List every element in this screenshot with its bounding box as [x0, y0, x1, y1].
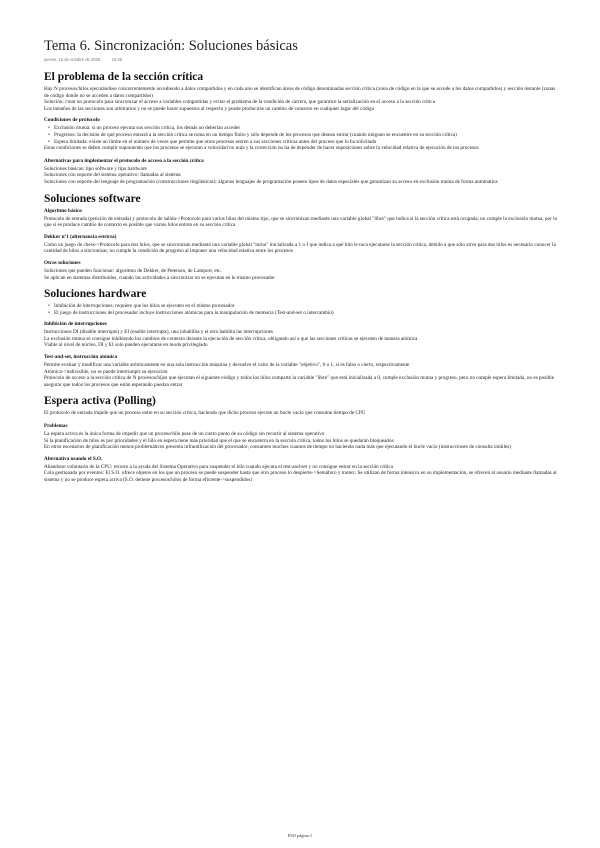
paragraph: Protocolo de acceso a la sección crítica de N procesos/hijos que ejecutan el siguiente código y todos los hilos comparte la variable "libre" que está inicializada a 0, cumple exclusión mutua y progreso, pero no cumple espera limitada, no es posible asegurar que todos los procesos que están esperando puedan entrar	[44, 375, 554, 388]
subheading-problems: Problemas	[44, 423, 68, 430]
paragraph: La exclusión mutua se consigue inhibiendo los cambios de contexto durante la ejecución de sección crítica, obligando así a que las secciones críticas se ejecuten de manera atómica	[44, 335, 418, 342]
paragraph: Los tamaños de las secciones son arbitrarios y no se puede hacer supuestos al respecto y puede producirse un cambio de contexto en cualquier lugar del código	[44, 105, 375, 112]
conditions-list	[44, 125, 560, 145]
paragraph: El protocolo de entrada impide que un proceso entre en su sección crítica, haciendo que dicho proceso ejecute un bucle vacío que consume tiempo de CPU	[44, 410, 366, 417]
list-item: • Progresos: la decisión de qué proceso entrará a la sección crítica se toma en un tiempo finito y sólo depende de los procesos que desean entrar (cuando ninguno se encuentre en su sección crítica)	[54, 132, 560, 139]
page-time: 10:45	[111, 57, 122, 62]
paragraph: Soluciones con soporte del lenguaje de programación (construcciones lingüísticas): algunos lenguajes de programación poseen tipos de datos especiales que garantizan su acceso en exclusión mutua de forma automática	[44, 178, 498, 185]
paragraph: En otros escenarios de planificación menos problemáticos presenta infrautilización del procesador, consumen muchos cuantos de tiempo no haciendo nada más que ejecutando el bucle vacío (instrucciones de consulta inútiles)	[44, 444, 511, 451]
paragraph: Soluciones que pueden funcionar: algoritmo de Dekker, de Peterson, de Lamport, etc.	[44, 267, 222, 274]
subheading-alternatives: Alternativas para implementar el protocolo de acceso a la sección crítica	[44, 157, 204, 164]
paragraph: Como un juego de chess->Protocolo para dos hilos, que se sincronizan mediante una variable global "turno" inicializada a 1 o J que indica a qué hilo le toca ejecutarse la sección crítica, debido a que sólo sirve para dos hilos es necesario conocer la cantidad de hilos a sincronizar, no cumple la condición de progreso al imponer una velocidad relativa entre los procesos	[44, 241, 556, 255]
paragraph: Si la planificación de hilos es por prioridades y el hilo en espera tiene más prioridad que el que se encuentra en la sección crítica, todos los hilos se quedarán bloqueados	[44, 437, 394, 444]
paragraph: Viable al nivel de núcleo, DI y EI solo pueden ejecutarse en modo privilegiado	[44, 342, 208, 349]
section-heading-busy-waiting: Espera activa (Polling)	[44, 395, 156, 408]
subheading-conditions: Condiciones de protocolo	[44, 117, 100, 124]
paragraph: Estas condiciones se deben cumplir suponiendo que los procesos se ejecutan a velocidad no nula y la corrección no ha de depender de hacer suposiciones sobre la velocidad relativa de ejecución de los procesos	[44, 145, 479, 152]
subheading-test-and-set: Test-and-set, instrucción atómica	[44, 354, 118, 361]
list-item: • Inhibición de interrupciones: requiere que los hilos se ejecuten en el mismo procesador	[54, 303, 560, 310]
paragraph: Solución: crear un protocolo para sincronizar el acceso a variables compartidas y evitar el problema de la condición de carrera, que garantice la serialización en el acceso a la sección crítica	[44, 99, 436, 106]
note-page	[44, 38, 560, 484]
list-item: • Espera limitada: existe un límite en el número de veces que permite que otros procesos entren a sus secciones críticas antes del proceso que lo ha solicitado	[54, 139, 560, 146]
paragraph: Se aplican en sistemas distribuidos, cuando las actividades a sincronizar no se ejecutan en le mismo procesador	[44, 274, 275, 281]
hardware-list	[44, 303, 560, 316]
paragraph: Permite evaluar y modificar una variable atómicamente en una sola instrucción máquina y devuelve el valor de la variable "objetivo", 0 o 1, si es falso o cierto, respectivamente	[44, 362, 410, 369]
page-title: Tema 6. Sincronización: Soluciones básicas	[44, 38, 298, 54]
subheading-interrupt-inhibition: Inhibición de interrupciones	[44, 321, 107, 328]
paragraph: Cola gestionada por eventos: El S.O. ofrece objetos en los que un proceso se puede suspender hasta que otro proceso lo despierte->Semáforo y mutex: Se utilizan de forma intensiva en su implementación, se ofrecen al usuario mediante llamadas al sistema y no se produce espera activa (S.O. detiene procesos/hilos de forma eficiente->suspendidos)	[44, 470, 557, 483]
subheading-basic-algorithm: Algoritmo básico	[44, 207, 82, 214]
list-item: • El juego de instrucciones del procesador incluye instrucciones atómicas para la manipulación de memoria (Test-and-set o intercambio)	[54, 310, 560, 317]
paragraph: La espera activa es la única forma de impedir que un proceso/hilo pase de un cierto punto de su código sin recurrir al sistema operativo	[44, 431, 325, 438]
subheading-other-solutions: Otras soluciones	[44, 259, 81, 266]
subheading-os-alternative: Alternativa usando el S.O.	[44, 455, 103, 462]
paragraph: Abandono voluntario de la CPU: recurre a la ayuda del Sistema Operativo para suspender el hilo cuando ejecuta el test-and-set y no consigue entrar en la sección crítica	[44, 463, 394, 470]
section-heading-software: Soluciones software	[44, 192, 141, 205]
paragraph: Protocolo de entrada (petición de entrada) y protocolo de salida->Protocolo para varios hilos del mismo tipo, que se sincronizan mediante una variable global "libre" que indica si la sección crítica está ocupada, no cumple la exclusión mutua, por lo que si se produce cambio de contexto es posible que varios hilos entren en su sección crítica	[44, 215, 558, 229]
paragraph: Atómica->indivisible, no se puede interrumpir su ejecución	[44, 368, 168, 375]
subheading-dekker: Dekker nº1 (alternancia estricta)	[44, 233, 117, 240]
paragraph: Soluciones con soporte del sistema operativo: llamadas al sistema	[44, 172, 181, 179]
paragraph: Instrucciones DI (disable interrupts) y EI (enable interrupts), una inhabilita y el otro habilita las interrupciones	[44, 329, 274, 336]
section-heading-hardware: Soluciones hardware	[44, 288, 147, 301]
paragraph: Hay N procesos/hilos ejecutándose concurrentemente accediendo a datos compartidos y en cada uno se identifican áreas de código denominadas sección crítica (zona de código en la que se accede a los datos compartidos) y sección restante (zonas de código donde no se acceden a datos compartidos)	[44, 86, 556, 99]
page-date: jueves, 16 de octubre de 2025	[44, 57, 101, 62]
paragraph: Soluciones básicas: tipo software y tipo hardware	[44, 165, 147, 172]
section-heading-critical-section: El problema de la sección crítica	[44, 71, 204, 83]
page-footer: PSO página 1	[287, 833, 313, 838]
page-meta	[44, 57, 560, 64]
list-item: • Exclusión mutua: si un proceso ejecuta sus sección crítica, los demás no deberían acceder	[54, 125, 560, 132]
